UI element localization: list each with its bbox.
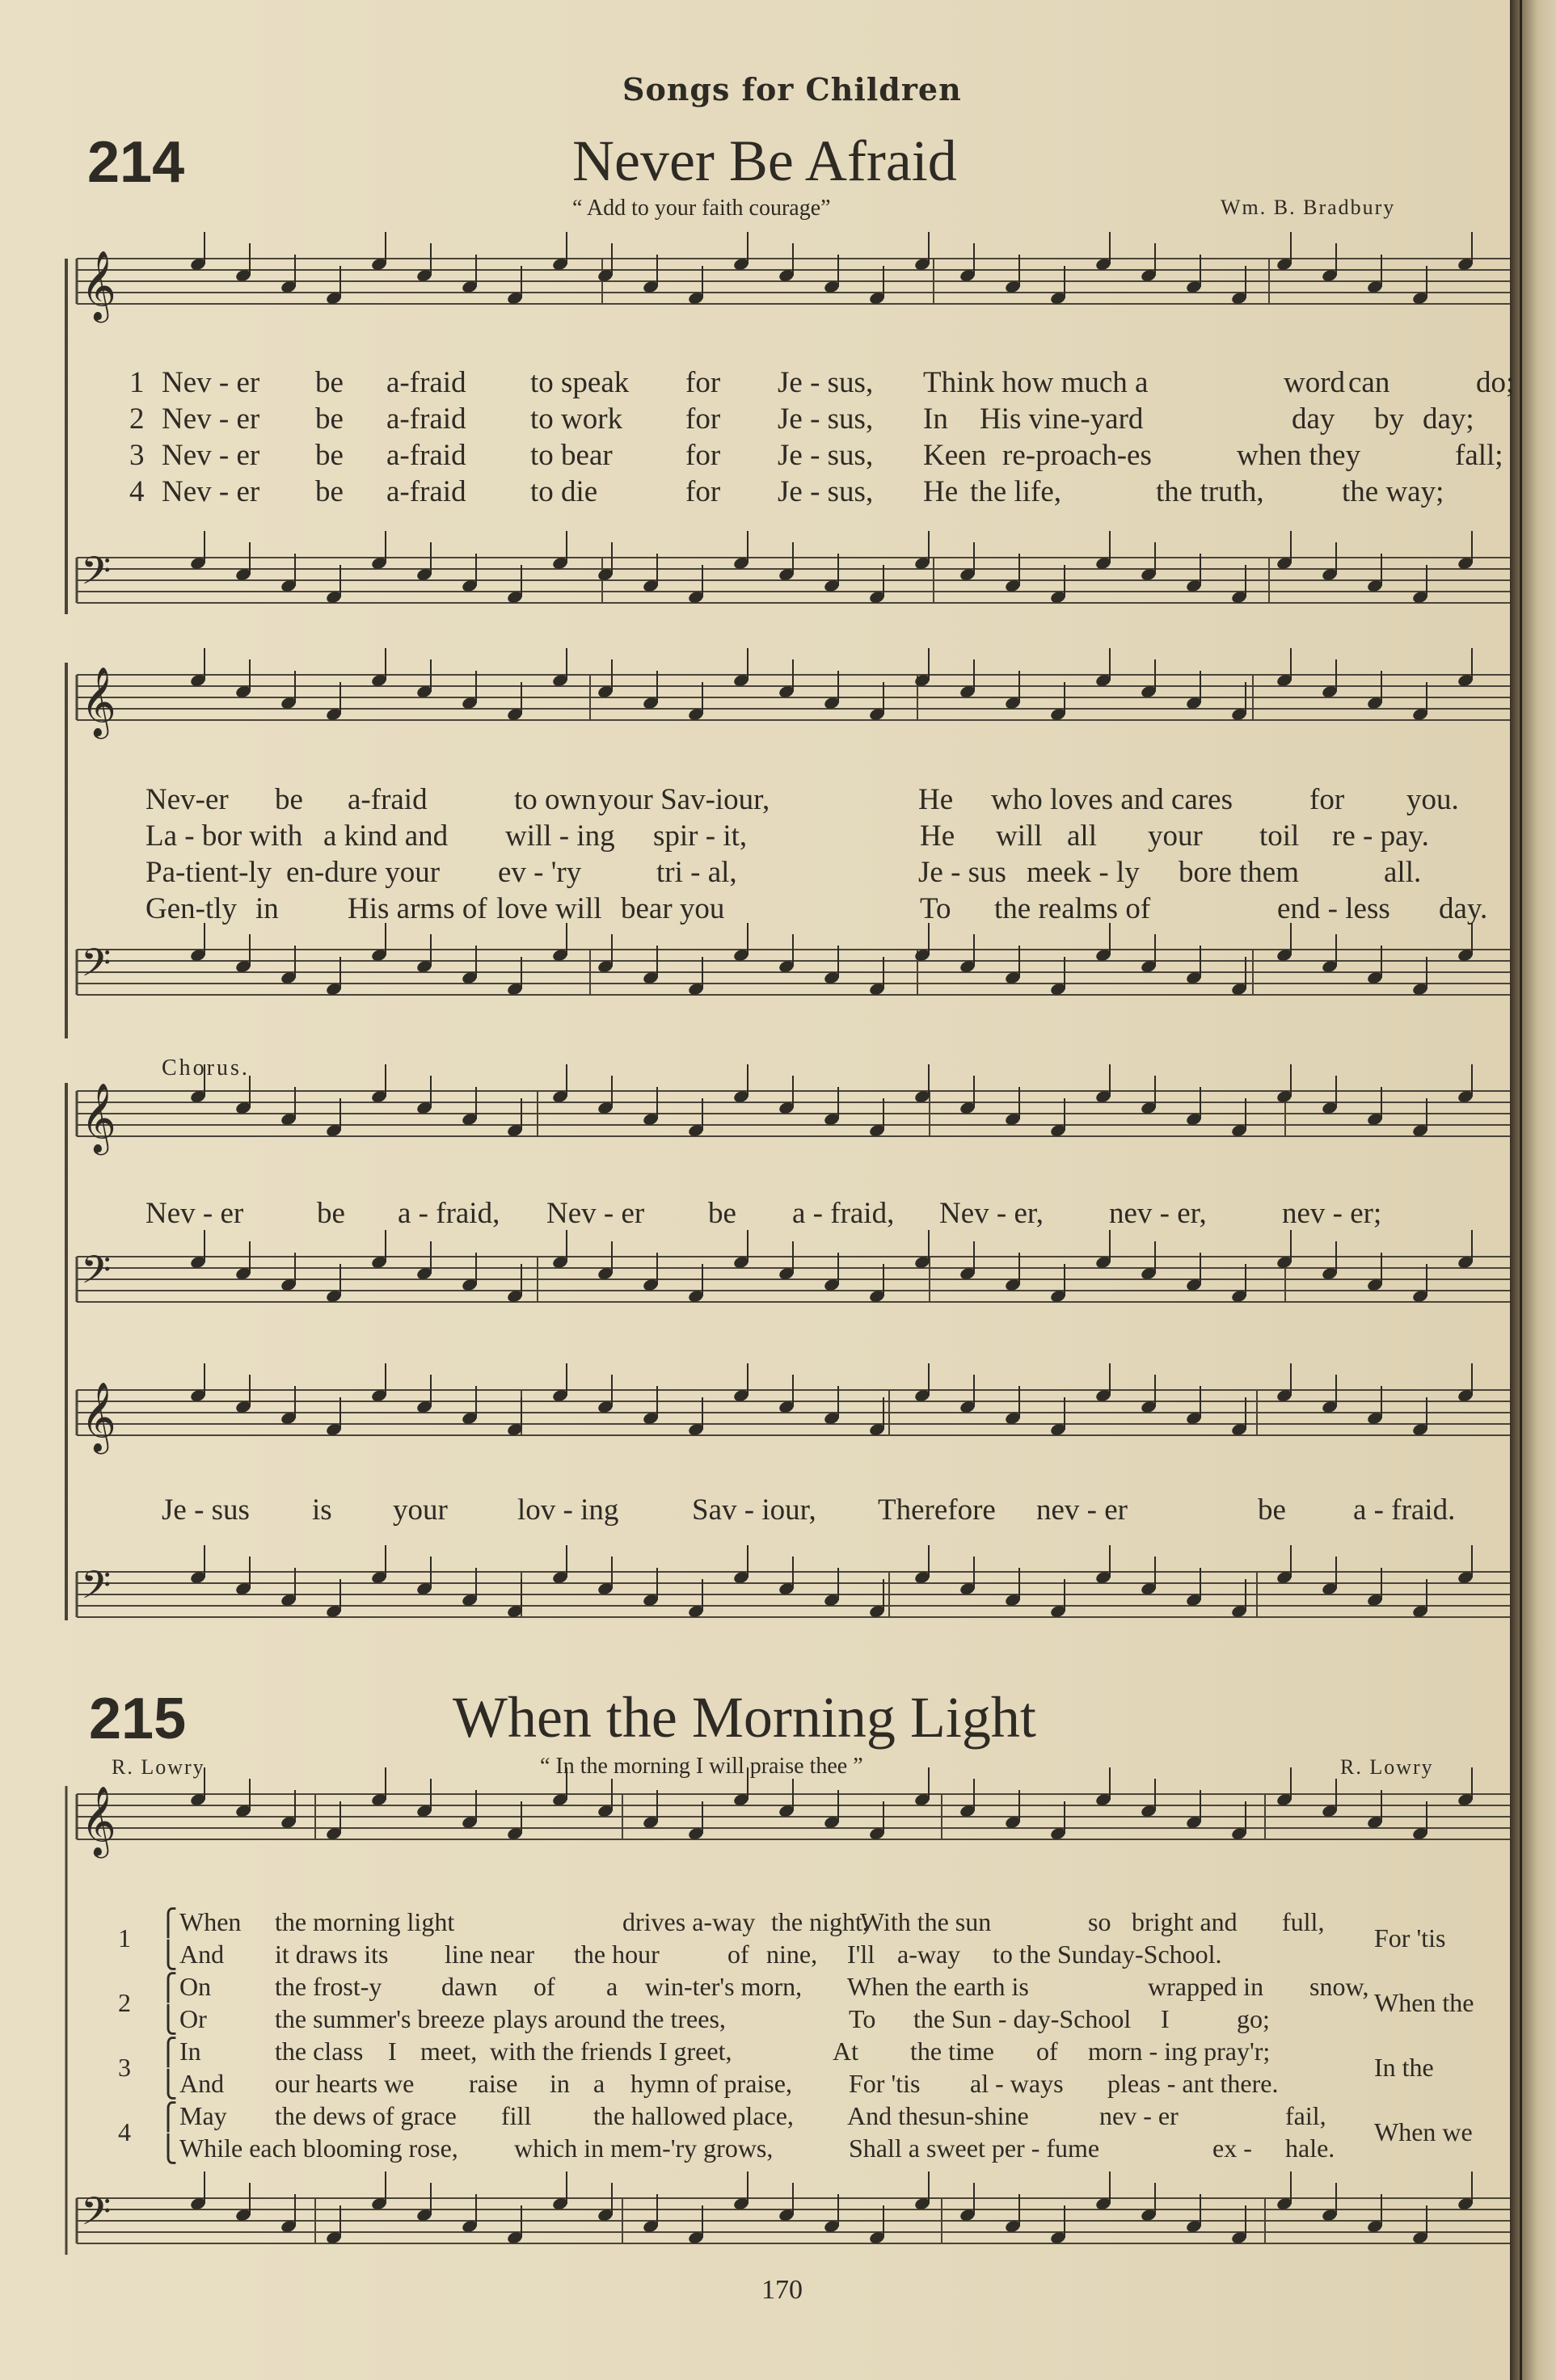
refrain-start: In the: [1374, 2053, 1434, 2082]
lyric-syllable: bear you: [621, 892, 725, 925]
svg-text:𝄢: 𝄢: [81, 1562, 112, 1617]
svg-text:𝄢: 𝄢: [81, 940, 112, 995]
lyric-syllable: when they: [1237, 439, 1361, 472]
lyric-syllable: full,: [1282, 1907, 1325, 1936]
lyric-syllable: morn - ing pray'r;: [1088, 2037, 1271, 2066]
lyric-syllable: wrapped in: [1148, 1972, 1264, 2001]
verse-number: 1: [129, 366, 145, 399]
refrain-start: When the: [1374, 1988, 1474, 2017]
svg-text:𝄞: 𝄞: [81, 1382, 116, 1451]
lyric-syllable: en-dure your: [286, 856, 441, 889]
lyric-syllable: hale.: [1285, 2134, 1335, 2163]
lyric-syllable: When the earth is: [847, 1972, 1029, 2001]
lyric-syllable: fill: [501, 2101, 532, 2130]
lyric-syllable: Nev - er: [145, 1197, 244, 1230]
lyric-syllable: To: [920, 892, 951, 925]
svg-text:𝄢: 𝄢: [81, 548, 112, 603]
chorus-label: Chorus.: [162, 1055, 250, 1080]
lyric-syllable: the hour: [574, 1940, 660, 1969]
lyric-syllable: raise: [469, 2069, 518, 2098]
hymn-215-epigraph: “ In the morning I will praise thee ”: [540, 1754, 863, 1779]
lyric-syllable: Je - sus: [918, 856, 1006, 889]
lyric-syllable: the life,: [970, 475, 1062, 508]
lyric-syllable: Think how much a: [923, 366, 1149, 399]
lyric-syllable: fail,: [1285, 2101, 1326, 2130]
lyric-syllable: a: [593, 2069, 605, 2098]
hymn-214-number: 214: [87, 130, 185, 195]
lyric-syllable: our hearts we: [275, 2069, 415, 2098]
lyric-syllable: end - less: [1277, 892, 1390, 925]
verse-brace: ⎩: [158, 2134, 178, 2163]
lyric-syllable: Shall a sweet per - fume: [849, 2134, 1100, 2163]
lyric-syllable: be: [315, 402, 344, 436]
lyric-syllable: be: [315, 366, 344, 399]
verse-brace: ⎧: [158, 1908, 178, 1937]
verse-number: 4: [129, 475, 145, 508]
lyric-syllable: the morning light: [275, 1907, 455, 1936]
lyric-syllable: the way;: [1342, 475, 1444, 508]
lyric-syllable: in: [255, 892, 279, 925]
lyric-syllable: Sav - iour,: [692, 1493, 816, 1527]
lyric-syllable: re - pay.: [1332, 819, 1429, 853]
lyric-syllable: a-fraid: [386, 475, 466, 508]
lyric-syllable: the dews of grace: [275, 2101, 457, 2130]
lyric-syllable: Nev - er: [162, 402, 260, 436]
lyric-syllable: plays around the trees,: [493, 2004, 726, 2033]
lyric-syllable: the night,: [771, 1907, 869, 1936]
svg-text:𝄢: 𝄢: [81, 1247, 112, 1302]
lyric-syllable: for: [685, 402, 721, 436]
lyric-syllable: word: [1284, 366, 1346, 399]
lyric-syllable: to work: [530, 402, 623, 436]
lyric-syllable: Je - sus,: [778, 439, 874, 472]
lyric-syllable: With the sun: [860, 1907, 992, 1936]
running-head: Songs for Children: [622, 71, 962, 107]
lyric-syllable: to bear: [530, 439, 613, 472]
lyric-syllable: for: [1309, 783, 1345, 816]
lyric-syllable: win-ter's morn,: [645, 1972, 803, 2001]
lyric-syllable: your Sav-iour,: [598, 783, 770, 816]
lyric-syllable: re-proach-es: [1002, 439, 1152, 472]
lyric-syllable: To: [849, 2004, 876, 2033]
lyric-syllable: Je - sus,: [778, 366, 874, 399]
lyric-syllable: be: [315, 439, 344, 472]
lyric-syllable: spir - it,: [653, 819, 748, 853]
verse-number: 2: [129, 402, 145, 436]
lyric-syllable: a-fraid: [386, 402, 466, 436]
lyric-syllable: the truth,: [1156, 475, 1264, 508]
svg-text:𝄢: 𝄢: [81, 2188, 112, 2243]
lyric-syllable: And: [179, 1940, 225, 1969]
lyric-syllable: of: [533, 1972, 555, 2001]
hymn-215-title: When the Morning Light: [453, 1685, 1036, 1750]
lyric-syllable: While each blooming rose,: [179, 2134, 458, 2163]
lyric-syllable: day;: [1423, 402, 1474, 436]
lyric-syllable: nev - er: [1099, 2101, 1179, 2130]
lyric-syllable: will - ing: [505, 819, 615, 853]
lyric-syllable: Je - sus,: [778, 402, 874, 436]
lyric-syllable: When: [179, 1907, 242, 1936]
lyric-syllable: be: [275, 783, 303, 816]
lyric-syllable: Gen-tly: [145, 892, 238, 925]
lyric-syllable: a - fraid.: [1353, 1493, 1456, 1527]
svg-text:𝄞: 𝄞: [81, 1083, 116, 1152]
lyric-syllable: nev - er,: [1109, 1197, 1207, 1230]
lyric-syllable: in: [550, 2069, 570, 2098]
lyric-syllable: a: [606, 1972, 618, 2001]
lyric-syllable: be: [1258, 1493, 1286, 1527]
lyric-syllable: is: [312, 1493, 332, 1527]
lyric-syllable: your: [1148, 819, 1203, 853]
hymn-214-composer: Wm. B. Bradbury: [1221, 196, 1396, 219]
lyric-syllable: meet,: [420, 2037, 478, 2066]
lyric-syllable: a - fraid,: [792, 1197, 895, 1230]
lyric-syllable: In: [923, 402, 948, 436]
lyric-syllable: dawn: [441, 1972, 498, 2001]
lyric-syllable: who loves and cares: [991, 783, 1233, 816]
lyric-syllable: a-fraid: [386, 366, 466, 399]
lyric-syllable: love will: [496, 892, 602, 925]
lyric-syllable: a kind and: [323, 819, 449, 853]
lyric-syllable: toil: [1259, 819, 1300, 853]
lyric-syllable: His vine-yard: [980, 402, 1144, 436]
lyric-syllable: for: [685, 366, 721, 399]
lyric-syllable: Nev - er,: [939, 1197, 1044, 1230]
lyric-syllable: al - ways: [970, 2069, 1064, 2098]
lyric-syllable: Nev - er: [162, 475, 260, 508]
lyric-syllable: pleas - ant there.: [1107, 2069, 1279, 2098]
lyric-syllable: the time: [910, 2037, 994, 2066]
lyric-syllable: May: [179, 2101, 227, 2130]
lyric-syllable: nine,: [766, 1940, 818, 1969]
lyric-syllable: all: [1067, 819, 1097, 853]
lyric-syllable: of: [1036, 2037, 1058, 2066]
lyric-syllable: day.: [1439, 892, 1488, 925]
verse-number: 3: [129, 439, 145, 472]
lyric-syllable: I: [388, 2037, 397, 2066]
lyric-syllable: Nev - er: [162, 439, 260, 472]
lyric-syllable: a-fraid: [386, 439, 466, 472]
lyric-syllable: I'll: [847, 1940, 875, 1969]
lyric-syllable: the Sun - day-School: [913, 2004, 1132, 2033]
lyric-syllable: can: [1348, 366, 1390, 399]
lyric-syllable: He: [923, 475, 959, 508]
lyric-syllable: For 'tis: [849, 2069, 921, 2098]
lyric-syllable: for: [685, 475, 721, 508]
lyric-syllable: the class: [275, 2037, 364, 2066]
lyric-syllable: you.: [1406, 783, 1459, 816]
lyric-syllable: tri - al,: [656, 856, 737, 889]
lyric-syllable: nev - er;: [1282, 1197, 1382, 1230]
lyric-syllable: a-way: [897, 1940, 961, 1969]
refrain-start: When we: [1374, 2117, 1473, 2146]
lyric-syllable: to the Sunday-School.: [993, 1940, 1222, 1969]
verse-number: 4: [118, 2117, 131, 2146]
refrain-start: For 'tis: [1374, 1923, 1446, 1952]
verse-number: 2: [118, 1988, 131, 2017]
page-number: 170: [761, 2275, 803, 2305]
lyric-syllable: will: [996, 819, 1043, 853]
svg-text:𝄞: 𝄞: [81, 251, 116, 320]
lyric-syllable: do;: [1476, 366, 1515, 399]
lyric-syllable: In: [179, 2037, 201, 2066]
lyric-syllable: sun-shine: [930, 2101, 1029, 2130]
lyric-syllable: of: [727, 1940, 749, 1969]
lyric-syllable: to die: [530, 475, 598, 508]
lyric-syllable: Keen: [923, 439, 987, 472]
lyric-syllable: bore them: [1179, 856, 1299, 889]
lyric-syllable: by: [1374, 402, 1404, 436]
lyric-syllable: it draws its: [275, 1940, 389, 1969]
lyric-syllable: He: [920, 819, 955, 853]
hymn-215-composer-left: R. Lowry: [112, 1755, 205, 1779]
lyric-syllable: a - fraid,: [398, 1197, 500, 1230]
hymn-214-title: Never Be Afraid: [572, 128, 957, 193]
verse-number: 1: [118, 1923, 131, 1952]
verse-brace: ⎩: [158, 2070, 178, 2099]
lyric-syllable: which in mem-'ry grows,: [514, 2134, 774, 2163]
verse-brace: ⎧: [158, 2102, 178, 2131]
lyric-syllable: Je - sus,: [778, 475, 874, 508]
lyric-syllable: La - bor with: [145, 819, 303, 853]
lyric-syllable: be: [317, 1197, 345, 1230]
lyric-syllable: ex -: [1212, 2134, 1252, 2163]
svg-text:𝄞: 𝄞: [81, 667, 116, 736]
lyric-syllable: with the friends I greet,: [490, 2037, 732, 2066]
lyric-syllable: ev - 'ry: [498, 856, 582, 889]
lyric-syllable: the realms of: [994, 892, 1151, 925]
hymn-215-number: 215: [89, 1687, 187, 1751]
lyric-syllable: line near: [445, 1940, 535, 1969]
lyric-syllable: Nev - er: [546, 1197, 645, 1230]
lyric-syllable: for: [685, 439, 721, 472]
lyric-syllable: Or: [179, 2004, 207, 2033]
hymn-215-composer-right: R. Lowry: [1340, 1755, 1434, 1779]
lyric-syllable: I: [1161, 2004, 1170, 2033]
verse-brace: ⎩: [158, 2005, 178, 2034]
lyric-syllable: Je - sus: [162, 1493, 250, 1527]
lyric-syllable: a-fraid: [348, 783, 428, 816]
lyric-syllable: so: [1088, 1907, 1111, 1936]
lyric-syllable: On: [179, 1972, 212, 2001]
lyric-syllable: fall;: [1455, 439, 1503, 472]
lyric-syllable: the hallowed place,: [593, 2101, 794, 2130]
lyric-syllable: He: [918, 783, 954, 816]
lyric-syllable: be: [315, 475, 344, 508]
lyric-syllable: At: [833, 2037, 858, 2066]
verse-brace: ⎧: [158, 1973, 178, 2002]
lyric-syllable: nev - er: [1036, 1493, 1128, 1527]
svg-text:𝄞: 𝄞: [81, 1786, 116, 1856]
lyric-syllable: all.: [1384, 856, 1422, 889]
lyric-syllable: Therefore: [878, 1493, 996, 1527]
lyric-syllable: Nev - er: [162, 366, 260, 399]
lyric-syllable: hymn of praise,: [630, 2069, 792, 2098]
lyric-syllable: snow,: [1309, 1972, 1369, 2001]
lyric-syllable: day: [1292, 402, 1335, 436]
lyric-syllable: meek - ly: [1027, 856, 1140, 889]
verse-number: 3: [118, 2053, 131, 2082]
lyric-syllable: to speak: [530, 366, 630, 399]
lyric-syllable: your: [393, 1493, 448, 1527]
lyric-syllable: And: [179, 2069, 225, 2098]
lyric-syllable: the summer's breeze: [275, 2004, 485, 2033]
lyric-syllable: Nev-er: [145, 783, 229, 816]
verse-brace: ⎧: [158, 2037, 178, 2066]
lyric-syllable: Pa-tient-ly: [145, 856, 272, 889]
hymn-214-epigraph: “ Add to your faith courage”: [572, 196, 831, 221]
lyric-syllable: go;: [1237, 2004, 1270, 2033]
lyric-syllable: bright and: [1132, 1907, 1238, 1936]
lyric-syllable: drives a-way: [622, 1907, 756, 1936]
lyric-syllable: the frost-y: [275, 1972, 382, 2001]
lyric-syllable: lov - ing: [517, 1493, 619, 1527]
lyric-syllable: And the: [847, 2101, 930, 2130]
lyric-syllable: be: [708, 1197, 736, 1230]
lyric-syllable: His arms of: [348, 892, 487, 925]
lyric-syllable: to own: [514, 783, 597, 816]
verse-brace: ⎩: [158, 1940, 178, 1969]
